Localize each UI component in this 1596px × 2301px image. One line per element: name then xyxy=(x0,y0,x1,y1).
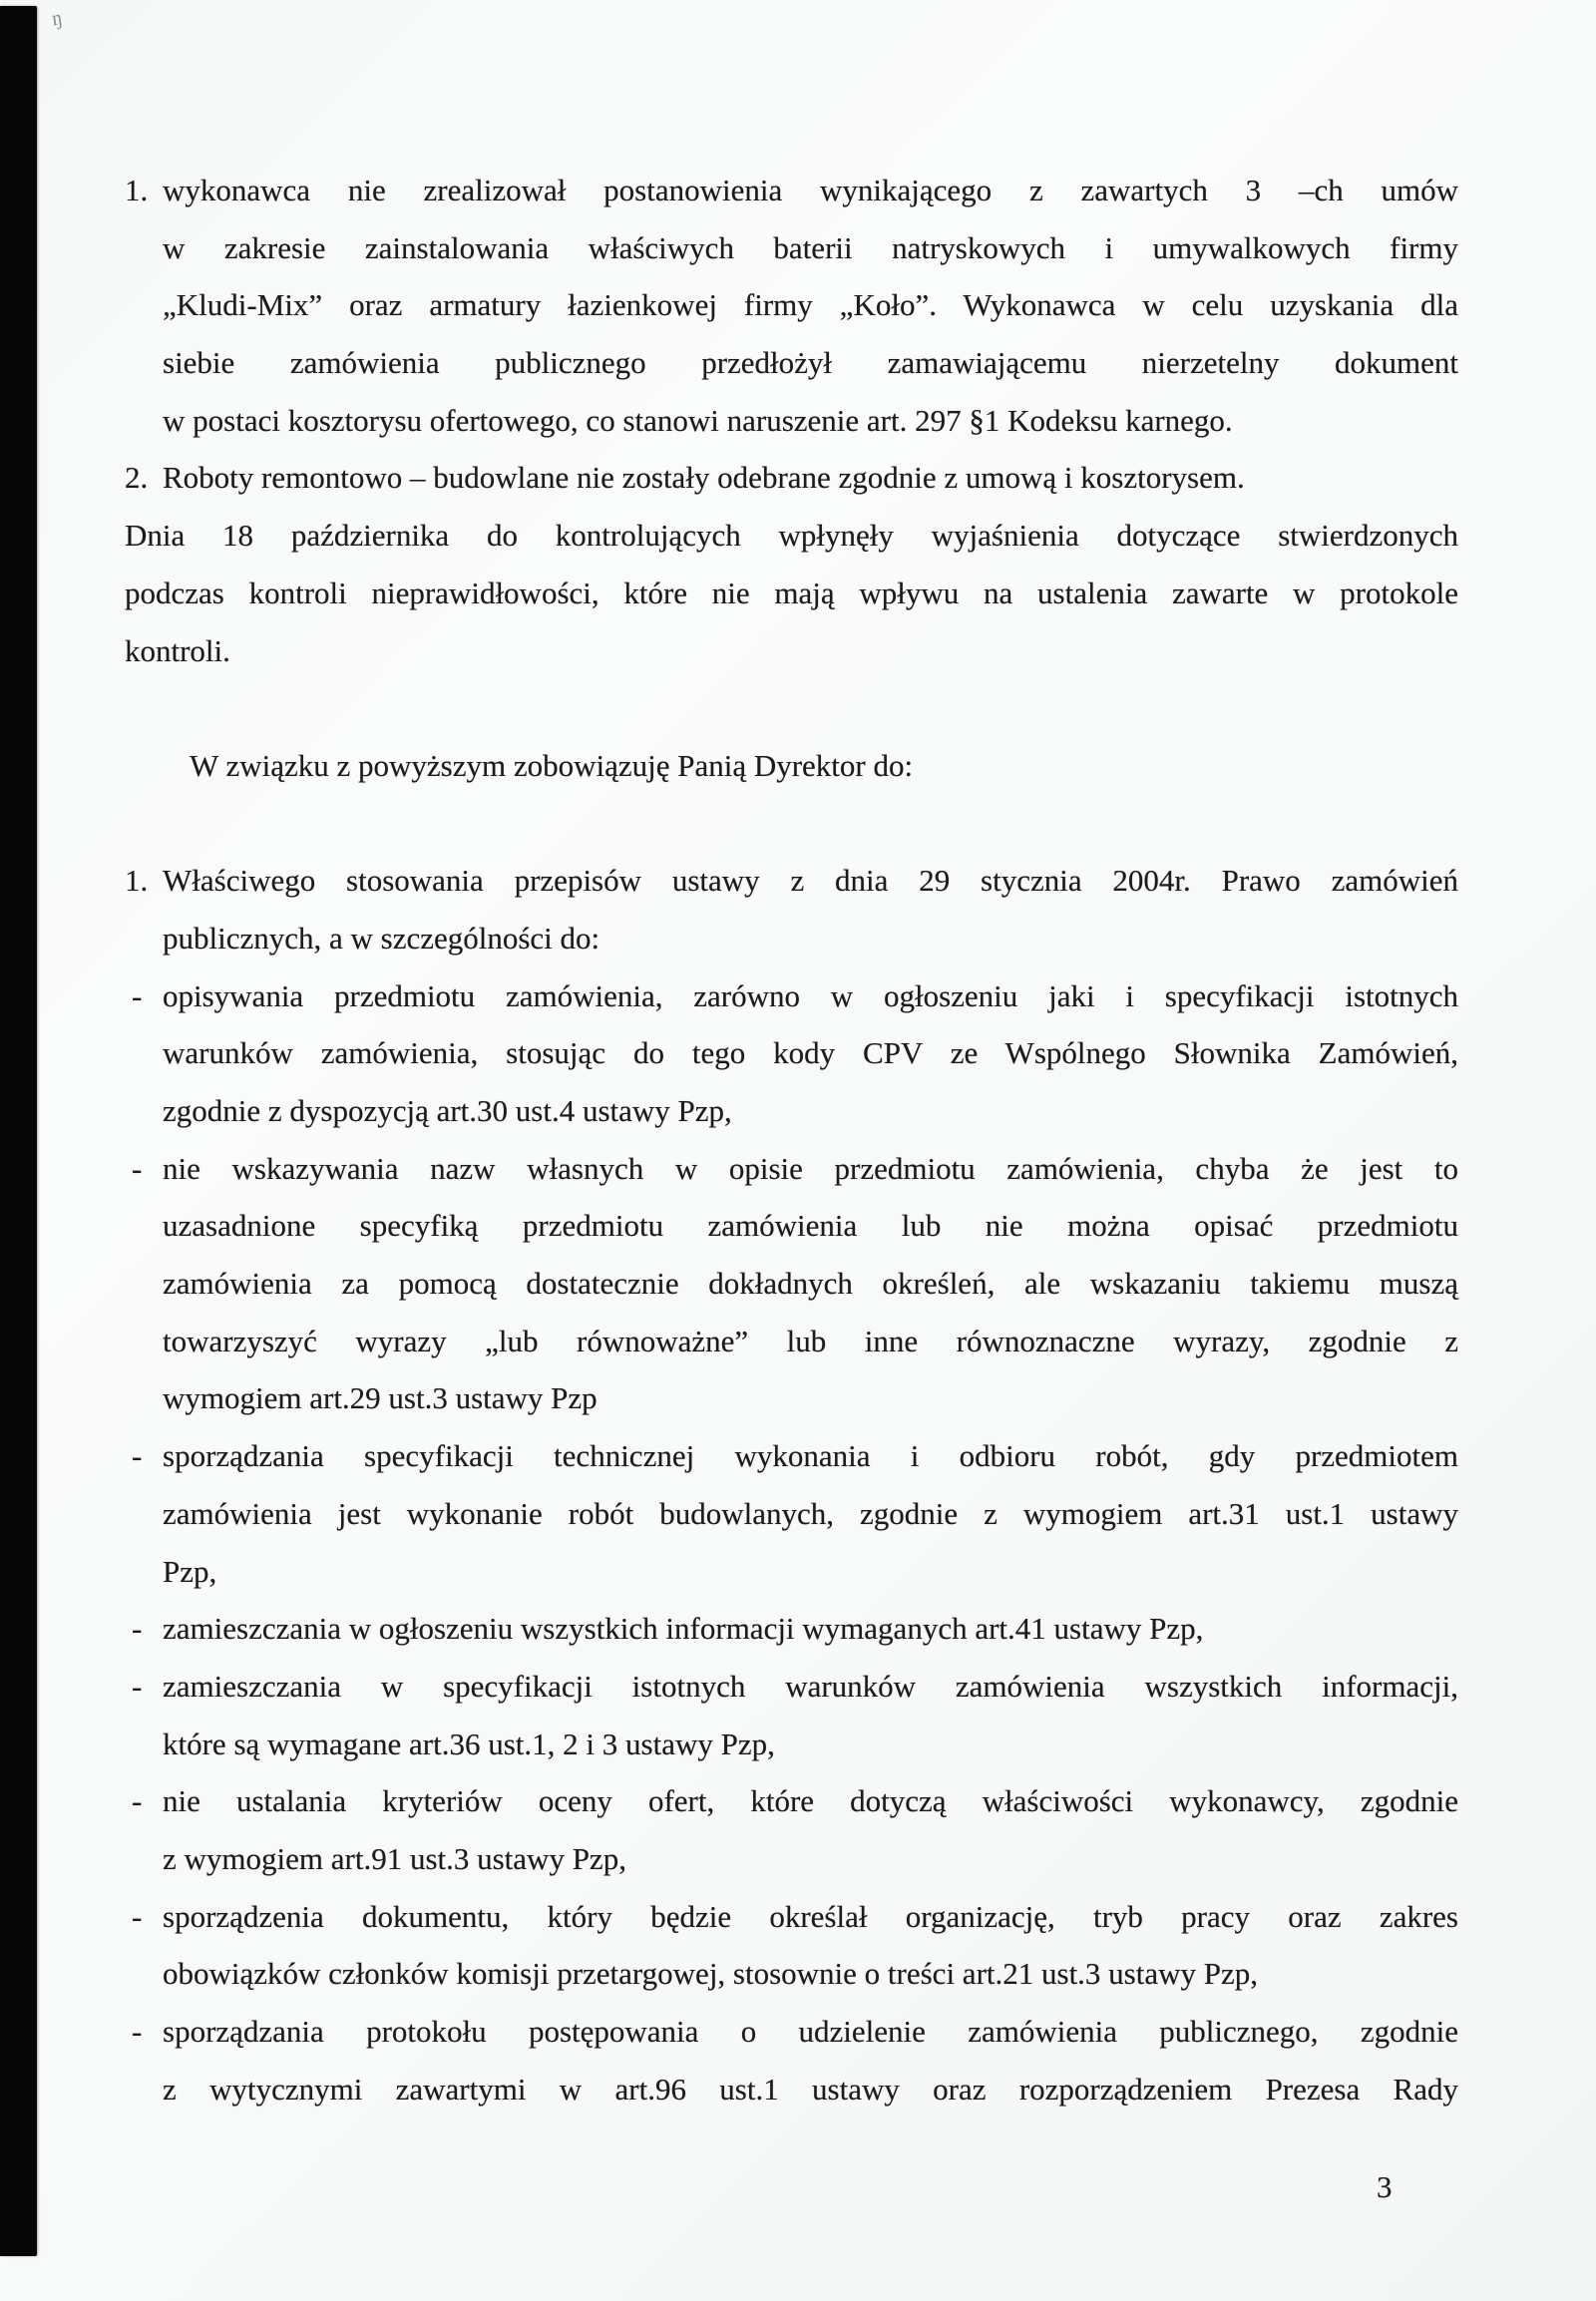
text-line: - sporządzenia dokumentu, który będzie określał organizację, tryb pracy oraz zakres xyxy=(125,1888,1458,1946)
list-marker: - xyxy=(132,1438,143,1474)
list-marker: - xyxy=(132,2014,143,2049)
text-line: towarzyszyć wyrazy „lub równoważne” lub inne równoznaczne wyrazy, zgodnie z xyxy=(163,1323,1458,1358)
text-line: - nie ustalania kryteriów oceny ofert, które dotyczą właściwości wykonawcy, zgodnie xyxy=(125,1772,1458,1830)
text-line: - zamieszczania w specyfikacji istotnych warunków zamówienia wszystkich informacji, xyxy=(125,1658,1458,1716)
text-line: uzasadnione specyfiką przedmiotu zamówienia lub nie można opisać przedmiotu xyxy=(163,1208,1458,1244)
text-line: „Kludi-Mix” oraz armatury łazienkowej firmy „Koło”. Wykonawca w celu uzyskania dla xyxy=(163,287,1458,323)
list-marker: 2. xyxy=(125,460,149,496)
text-line: - sporządzania specyfikacji technicznej wykonania i odbioru robót, gdy przedmiotem xyxy=(125,1427,1458,1485)
page-number: 3 xyxy=(1377,2169,1393,2204)
list-marker: 1. xyxy=(125,863,149,899)
list-marker: - xyxy=(132,1783,143,1819)
text-line: W związku z powyższym zobowiązuję Panią Dyrektor do: xyxy=(190,747,914,783)
list-marker: - xyxy=(132,977,143,1013)
document-text xyxy=(125,162,1458,2117)
text-line: 2. Roboty remontowo – budowlane nie zostały odebrane zgodnie z umową i kosztorysem. xyxy=(125,449,1458,507)
text-line: Dnia 18 października do kontrolujących wpłynęły wyjaśnienia dotyczące stwierdzonych xyxy=(125,518,1458,554)
list-marker: - xyxy=(132,1150,143,1186)
list-marker: - xyxy=(132,1611,143,1647)
list-marker: - xyxy=(132,1668,143,1704)
text-line: kontroli. xyxy=(125,632,230,668)
text-line: obowiązków członków komisji przetargowej, stosownie o treści art.21 ust.3 ustawy Pzp, xyxy=(163,1956,1259,1992)
text-line: zgodnie z dyspozycją art.30 ust.4 ustawy Pzp, xyxy=(163,1093,732,1128)
text-line: - opisywania przedmiotu zamówienia, zarówno w ogłoszeniu jaki i specyfikacji istotnych xyxy=(125,967,1458,1025)
text-line: - zamieszczania w ogłoszeniu wszystkich informacji wymaganych art.41 ustawy Pzp, xyxy=(125,1600,1458,1658)
text-line: - sporządzania protokołu postępowania o udzielenie zamówienia publicznego, zgodnie xyxy=(125,2003,1458,2061)
text-line: siebie zamówienia publicznego przedłożył zamawiającemu nierzetelny dokument xyxy=(163,345,1458,381)
text-line: z wymogiem art.91 ust.3 ustawy Pzp, xyxy=(163,1840,626,1876)
text-line: - nie wskazywania nazw własnych w opisie przedmiotu zamówienia, chyba że jest to xyxy=(125,1140,1458,1198)
scan-corner-mark: ŋ xyxy=(50,5,62,31)
list-marker: - xyxy=(132,1898,143,1934)
text-line: Pzp, xyxy=(163,1553,217,1589)
text-line: podczas kontroli nieprawidłowości, które nie mają wpływu na ustalenia zawarte w protokole xyxy=(125,575,1458,610)
text-line: publicznych, a w szczególności do: xyxy=(163,920,600,956)
text-line: 1. wykonawca nie zrealizował postanowienia wynikającego z zawartych 3 –ch umów xyxy=(125,162,1458,219)
list-marker: 1. xyxy=(125,173,149,207)
text-line: zamówienia za pomocą dostatecznie dokładnych określeń, ale wskazaniu takiemu muszą xyxy=(163,1266,1458,1302)
text-line: które są wymagane art.36 ust.1, 2 i 3 ustawy Pzp, xyxy=(163,1726,775,1761)
text-line: w postaci kosztorysu ofertowego, co stanowi naruszenie art. 297 §1 Kodeksu karnego. xyxy=(163,402,1233,438)
text-line: 1. Właściwego stosowania przepisów ustawy z dnia 29 stycznia 2004r. Prawo zamówień xyxy=(125,852,1458,910)
text-line: zamówienia jest wykonanie robót budowlanych, zgodnie z wymogiem art.31 ust.1 ustawy xyxy=(163,1495,1458,1531)
text-line: wymogiem art.29 ust.3 ustawy Pzp xyxy=(163,1380,598,1416)
text-line: warunków zamówienia, stosując do tego kody CPV ze Wspólnego Słownika Zamówień, xyxy=(163,1035,1458,1071)
scan-edge-artifact xyxy=(0,6,37,2256)
text-line: w zakresie zainstalowania właściwych baterii natryskowych i umywalkowych firmy xyxy=(163,229,1458,265)
text-line: z wytycznymi zawartymi w art.96 ust.1 ustawy oraz rozporządzeniem Prezesa Rady xyxy=(163,2071,1458,2107)
